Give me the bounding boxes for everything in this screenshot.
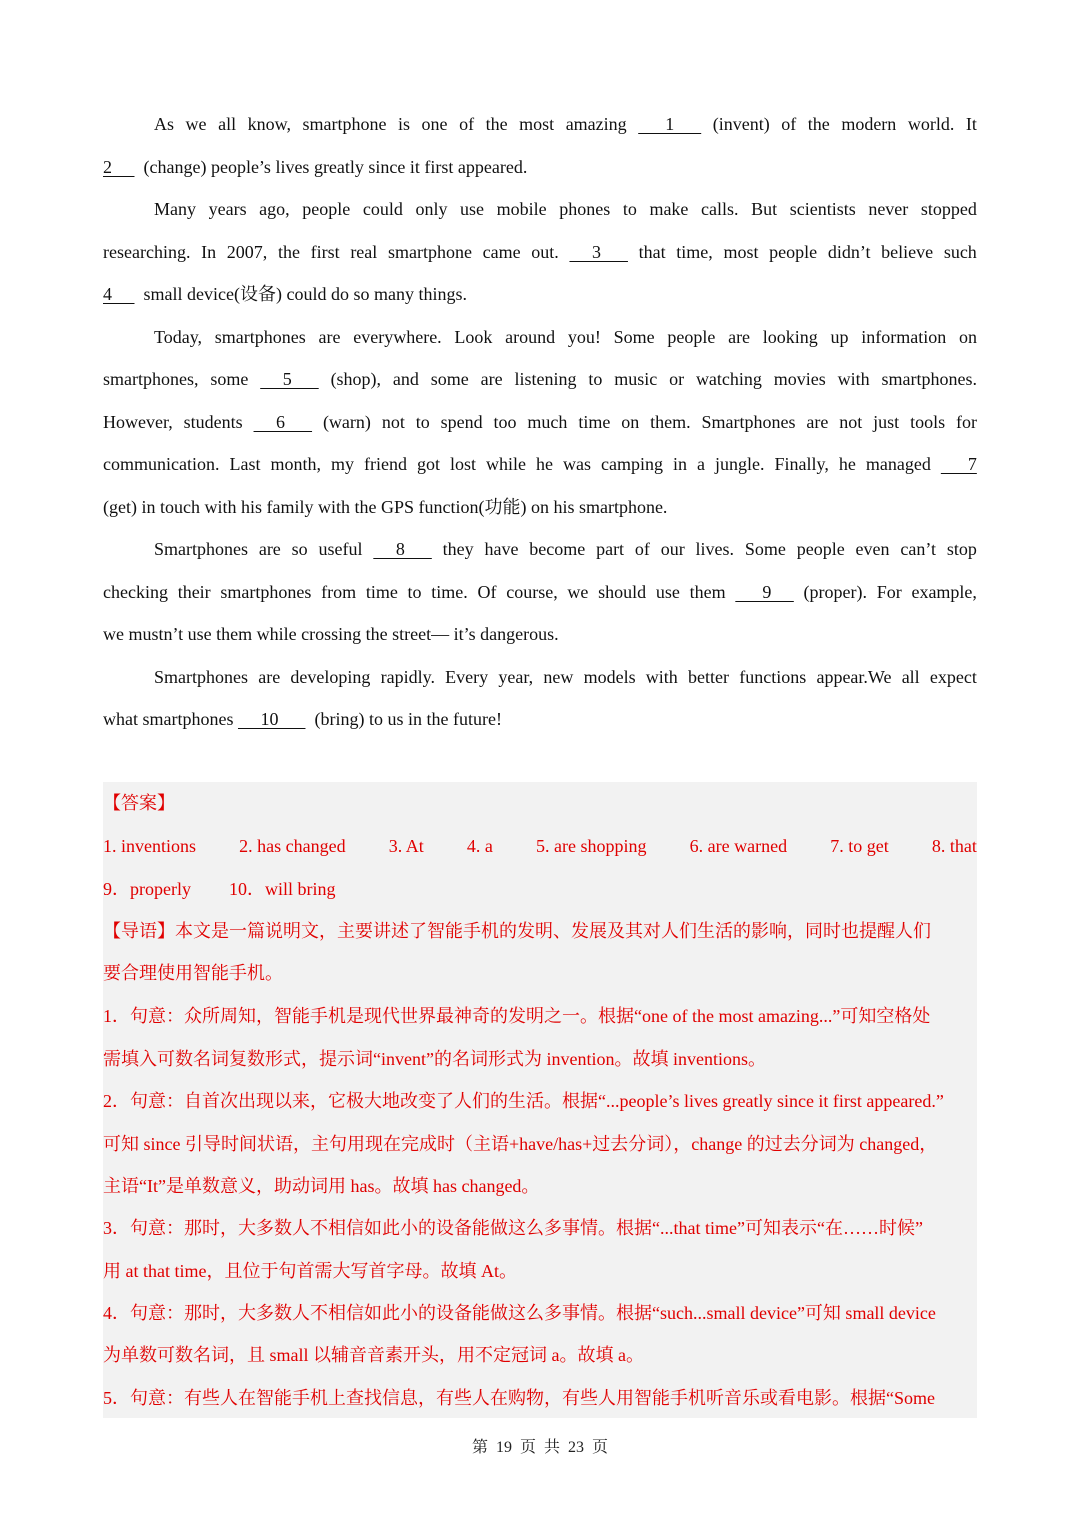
word: month, [270, 454, 321, 474]
word: too [493, 411, 517, 432]
word: (warn) [322, 411, 371, 432]
word: Some [613, 326, 655, 347]
word: believe [881, 241, 934, 262]
word: from [321, 581, 357, 602]
word: the [277, 241, 300, 262]
answer-blank: 8 [373, 539, 432, 559]
word: Today, [154, 326, 203, 347]
explanation-line: 要合理使用智能手机。 [103, 963, 283, 983]
word: he [536, 454, 554, 474]
word: people [302, 199, 351, 219]
word: year, [498, 666, 534, 687]
answer-item: 5. are shopping [536, 836, 647, 856]
word: However, [103, 411, 173, 432]
word: and [392, 369, 419, 389]
answer-blank: 3 [569, 241, 628, 262]
word: Smartphones [154, 539, 248, 559]
word: use [460, 199, 485, 219]
word: time. [431, 581, 468, 602]
word: (shop), [330, 369, 382, 389]
word: up [830, 326, 849, 347]
word: modern [841, 114, 897, 134]
word: are [318, 326, 341, 347]
word: could [362, 199, 403, 219]
answer-item: 3. At [388, 836, 424, 856]
word: is [398, 114, 411, 134]
word: people [796, 539, 845, 559]
word: not [839, 411, 863, 432]
text-run: what smartphones [103, 709, 238, 729]
answer-blank: 6 [253, 411, 313, 432]
word: amazing [565, 114, 627, 134]
word: camping [601, 454, 664, 474]
answer-blank: 1 [638, 114, 702, 134]
word: Last [229, 454, 261, 474]
word: them. [650, 411, 691, 432]
text-run: (get) in touch with his family with the GPS function(功能) on his smartphone. [103, 496, 668, 517]
word: people [667, 326, 716, 347]
passage-line [103, 316, 977, 359]
word: around [505, 326, 556, 347]
word: better [688, 666, 730, 687]
word: was [563, 454, 592, 474]
word: functions [739, 666, 807, 687]
word: even [855, 539, 890, 559]
word: know, [247, 114, 291, 134]
explanation-line: 4．句意：那时，大多数人不相信如此小的设备能做这么多事情。根据“such...small device”可知 small device [103, 1303, 936, 1323]
passage-line [103, 571, 977, 614]
word: to [407, 581, 422, 602]
word: they [442, 539, 474, 559]
word: to [622, 199, 637, 219]
word: most [519, 114, 555, 134]
answer-blank: 7 [940, 454, 977, 474]
word: Look [454, 326, 493, 347]
passage [103, 103, 977, 741]
word: are [258, 666, 281, 687]
word: spend [440, 411, 483, 432]
word: Smartphones [701, 411, 796, 432]
word: smartphones [214, 326, 306, 347]
word: the [807, 114, 830, 134]
word: my [331, 454, 355, 474]
passage-line [103, 528, 977, 571]
word: much [527, 411, 568, 432]
word: example, [911, 581, 977, 602]
word: For [876, 581, 902, 602]
passage-line [103, 231, 977, 274]
word: part [596, 539, 625, 559]
word: we [567, 581, 589, 602]
passage-line [103, 273, 977, 316]
word: the [485, 114, 508, 134]
word: mobile [496, 199, 547, 219]
word: never [868, 199, 909, 219]
passage-line [103, 613, 977, 656]
word: time [365, 581, 398, 602]
word: first [310, 241, 340, 262]
word: some [210, 369, 249, 389]
word: become [529, 539, 586, 559]
word: can’t [900, 539, 936, 559]
word: appear.We [816, 666, 892, 687]
word: he [838, 454, 856, 474]
word: are [806, 411, 829, 432]
word: course, [506, 581, 558, 602]
answer-blank: 10 [237, 709, 306, 729]
word: people [769, 241, 818, 262]
passage-line [103, 401, 977, 444]
word: expect [929, 666, 977, 687]
word: in [673, 454, 688, 474]
explanation-line: 2．句意：自首次出现以来，它极大地改变了人们的生活。根据“...people’s lives greatly since it first appeared.” [103, 1091, 944, 1111]
word: It [965, 114, 977, 134]
answer-section [103, 782, 977, 1418]
passage-line [103, 146, 977, 189]
word: while [486, 454, 527, 474]
explanation-line: 需填入可数名词复数形式，提示词“invent”的名词形式为 invention。故填 inventions。 [103, 1049, 766, 1069]
explanation-line: 可知 since 引导时间状语，主句用现在完成时（主语+have/has+过去分词），change 的过去分词为 changed， [103, 1134, 938, 1154]
answer-row-1 [103, 825, 977, 867]
word: smartphone [302, 114, 387, 134]
explanation-line: 1．句意：众所周知，智能手机是现代世界最神奇的发明之一。根据“one of the most amazing...”可知空格处 [103, 1006, 931, 1026]
word: useful [318, 539, 363, 559]
word: movies [773, 369, 826, 389]
word: communication. [103, 454, 220, 474]
word: them [689, 581, 726, 602]
word: watching [695, 369, 762, 389]
explanation-line: 【导语】本文是一篇说明文，主要讲述了智能手机的发明、发展及其对人们生活的影响，同时也提醒人们 [103, 921, 931, 941]
word: 2007, [226, 241, 268, 262]
word: all [218, 114, 237, 134]
word: some [430, 369, 469, 389]
word: smartphones, [103, 369, 199, 389]
word: Of [477, 581, 497, 602]
word: their [177, 581, 211, 602]
word: of [781, 114, 797, 134]
word: out. [531, 241, 559, 262]
text-run: (bring) to us in the future! [305, 709, 502, 729]
explanation-line: 主语“It”是单数意义，助动词用 has。故填 has changed。 [103, 1176, 540, 1196]
word: students [183, 411, 243, 432]
word: checking [103, 581, 168, 602]
word: of [634, 539, 650, 559]
word: are [728, 326, 751, 347]
word: one [421, 114, 448, 134]
word: to [415, 411, 430, 432]
word: In [201, 241, 217, 262]
word: years [208, 199, 247, 219]
word: not [381, 411, 405, 432]
word: phones [559, 199, 611, 219]
text-run: (change) people’s lives greatly since it first appeared. [134, 156, 528, 177]
word: just [873, 411, 900, 432]
word: managed [865, 454, 931, 474]
word: smartphones. [881, 369, 977, 389]
word: models [583, 666, 636, 687]
word: came [482, 241, 521, 262]
word: developing [290, 666, 371, 687]
word: calls. [701, 199, 739, 219]
word: jungle. [715, 454, 765, 474]
word: real [350, 241, 378, 262]
word: that [638, 241, 666, 262]
word: have [484, 539, 519, 559]
answer-item: 2. has changed [239, 836, 346, 856]
passage-line [103, 656, 977, 699]
answer-blank: 4 [103, 284, 135, 304]
word: rapidly. [380, 666, 435, 687]
word: researching. [103, 241, 191, 262]
answer-blank: 5 [260, 369, 319, 389]
answer-row-2 [103, 868, 977, 910]
word: only [415, 199, 448, 219]
answer-item: 7. to get [830, 836, 889, 856]
word: should [598, 581, 647, 602]
word: Finally, [774, 454, 829, 474]
word: (invent) [712, 114, 770, 134]
word: on [959, 326, 977, 347]
word: our [660, 539, 685, 559]
passage-line [103, 486, 977, 529]
word: lives. [695, 539, 735, 559]
word: music [614, 369, 658, 389]
word: time [578, 411, 611, 432]
word: all [901, 666, 920, 687]
page-footer: 第 19 页 共 23 页 [471, 1439, 608, 1456]
answer-blank: 2 [103, 156, 135, 177]
answer-item: 1. inventions [103, 836, 196, 856]
word: everywhere. [353, 326, 442, 347]
word: we [185, 114, 207, 134]
word: friend [364, 454, 407, 474]
word: stop [946, 539, 977, 559]
answer-item: 9．properly [103, 879, 191, 899]
word: a [697, 454, 706, 474]
word: But [751, 199, 778, 219]
word: time, [676, 241, 713, 262]
explanation-line: 3．句意：那时，大多数人不相信如此小的设备能做这么多事情。根据“...that time”可知表示“在……时候” [103, 1218, 923, 1238]
word: use [655, 581, 680, 602]
word: such [943, 241, 977, 262]
answer-item: 10．will bring [228, 879, 336, 899]
word: so [291, 539, 308, 559]
passage-line [103, 103, 977, 146]
word: of [459, 114, 475, 134]
explanation-line: 5．句意：有些人在智能手机上查找信息，有些人在购物，有些人用智能手机听音乐或看电影。根据“Some [103, 1388, 935, 1408]
word: on [621, 411, 640, 432]
passage-line [103, 358, 977, 401]
word: Many [154, 199, 196, 219]
word: got [417, 454, 441, 474]
passage-line [103, 188, 977, 231]
word: information [861, 326, 947, 347]
word: most [723, 241, 759, 262]
word: As [154, 114, 175, 134]
passage-line [103, 698, 977, 741]
answer-item: 8. that [931, 836, 977, 856]
text-run: we mustn’t use them while crossing the street— it’s dangerous. [103, 624, 559, 644]
word: listening [514, 369, 577, 389]
word: are [480, 369, 503, 389]
word: (proper). [803, 581, 867, 602]
word: ago, [259, 199, 290, 219]
word: world. [907, 114, 955, 134]
answer-item: 6. are warned [689, 836, 788, 856]
word: are [258, 539, 281, 559]
word: with [645, 666, 678, 687]
explanation-line: 为单数可数名词，且 small 以辅音音素开头，用不定冠词 a。故填 a。 [103, 1345, 644, 1365]
answer-blank: 9 [735, 581, 794, 602]
passage-line [103, 443, 977, 486]
word: stopped [920, 199, 977, 219]
answer-item: 4. a [466, 836, 493, 856]
explanation-line: 用 at that time，且位于句首需大写首字母。故填 At。 [103, 1261, 517, 1281]
word: looking [762, 326, 818, 347]
word: scientists [789, 199, 856, 219]
word: smartphone [387, 241, 472, 262]
word: you! [567, 326, 601, 347]
word: Smartphones [154, 666, 248, 687]
word: to [588, 369, 603, 389]
answer-heading: 【答案】 [103, 793, 175, 813]
word: tools [910, 411, 946, 432]
text-run: small device(设备) could do so many things. [134, 284, 467, 304]
word: new [543, 666, 574, 687]
word: lost [450, 454, 477, 474]
word: Some [744, 539, 786, 559]
word: for [955, 411, 977, 432]
word: didn’t [827, 241, 871, 262]
word: with [837, 369, 870, 389]
word: smartphones [220, 581, 312, 602]
word: or [669, 369, 685, 389]
word: Every [445, 666, 489, 687]
word: make [649, 199, 689, 219]
